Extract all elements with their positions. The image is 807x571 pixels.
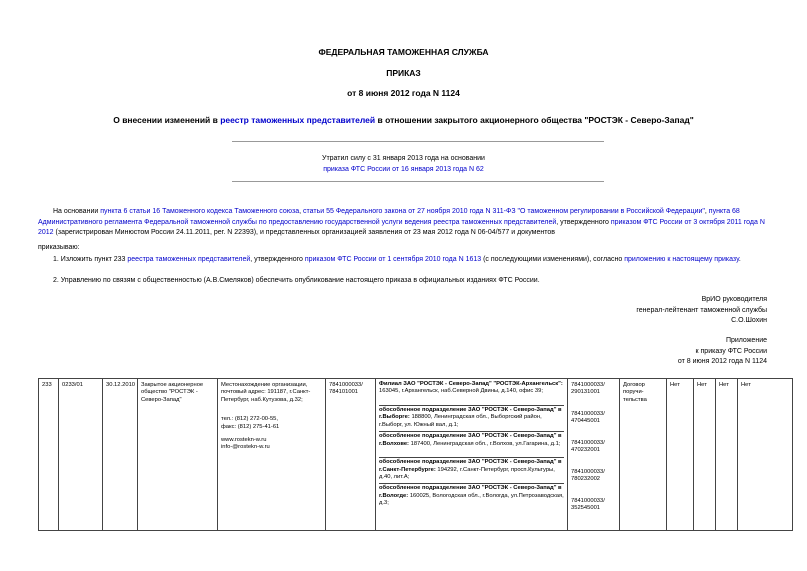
order-item-1 — [53, 255, 783, 266]
basis-text-4: , утвержденного — [556, 218, 611, 226]
org-fax: факс: (812) 275-41-61 — [221, 423, 280, 430]
signature-block — [636, 295, 767, 327]
item1-text-2: , утвержденного — [250, 256, 305, 263]
cell-contract: Договор поручи-тельства — [620, 379, 667, 531]
title-registry-link[interactable]: реестр таможенных представителей — [220, 115, 376, 125]
appendix-header — [678, 336, 767, 368]
cell-org-name: Закрытое акционерное общество "РОСТЭК - Северо-Запад" — [138, 379, 218, 531]
registry-table — [38, 378, 793, 531]
basis-link-regulation[interactable]: пункта 68 Административного регламента Федеральной таможенной службы по предоставлению государственной услуги ведения реестра таможенных представителей — [38, 208, 740, 226]
doc-date-number: от 8 июня 2012 года N 1124 — [347, 88, 460, 98]
basis-link-order-2012[interactable]: приказом ФТС России от 3 октября 2011 года N 2012 — [38, 218, 765, 236]
title-prefix: О внесении изменений в — [113, 115, 221, 125]
status-repeal-link[interactable]: приказа ФТС России от 16 января 2013 года N 62 — [323, 165, 484, 173]
doc-type: ПРИКАЗ — [386, 68, 421, 78]
agency-name: ФЕДЕРАЛЬНАЯ ТАМОЖЕННАЯ СЛУЖБА — [318, 47, 489, 57]
branch-item: Филиал ЗАО "РОСТЭК - Северо-Запад" "РОСТЭК-Архангельск": 163045, г.Архангельск, наб.Северной Двины, д.140, офис 39; — [379, 380, 564, 406]
org-email: info-@rostekn-w.ru — [221, 444, 270, 451]
divider-top — [232, 141, 604, 142]
branch-item: обособленное подразделение ЗАО "РОСТЭК - Северо-Запад" в г.Волхове: 187400, Ленинградская обл., г.Волхов, ул.Гагарина, д.1; — [379, 432, 564, 458]
cell-branch-codes — [568, 379, 620, 531]
cell-reg-number: 0233/01 — [59, 379, 103, 531]
order-item-2: 2. Управлению по связям с общественностью (А.В.Смеляков) обеспечить опубликование настоящего приказа в официальных изданиях ФТС России. — [53, 277, 540, 284]
basis-link-customs-code[interactable]: пункта 6 статьи 16 Таможенного кодекса Таможенного союза — [100, 208, 300, 215]
cell-no-3: Нет — [716, 379, 738, 531]
branch-item: обособленное подразделение ЗАО "РОСТЭК - Северо-Запад" в г.Выборге: 188800, Ленинградская обл., Выборгский район, г.Выборг, ул. Южный вал, д.1; — [379, 406, 564, 432]
basis-text-3: , — [704, 208, 709, 215]
item1-text-3: (с последующими изменениями), согласно — [481, 256, 625, 263]
signature-rank: генерал-лейтенант таможенной службы — [636, 306, 767, 314]
branch-code: 7841000033/ 470445001 — [571, 411, 605, 425]
branch-code: 7841000033/ 470232001 — [571, 440, 605, 454]
cell-no-4: Нет — [738, 379, 793, 531]
org-address: Местонахождение организации, почтовый адрес: 191187, г.Санкт-Петербург, наб.Кутузова, д.32; — [221, 382, 311, 403]
item1-link-appendix[interactable]: приложению к настоящему приказу — [624, 256, 739, 263]
branch-code: 7841000033/ 352545001 — [571, 498, 605, 512]
cell-no-1: Нет — [667, 379, 694, 531]
branch-item: обособленное подразделение ЗАО "РОСТЭК - Северо-Запад" в г.Вологде: 160025, Вологодская обл., г.Вологда, ул.Петрозаводская, д.3; — [379, 485, 564, 507]
item1-text-1: 1. Изложить пункт 233 — [53, 256, 128, 263]
basis-paragraph — [38, 207, 772, 239]
signature-name: С.О.Шохин — [731, 317, 767, 324]
branch-code: 7841000033/ 780232002 — [571, 469, 605, 483]
cell-inn-kpp: 7841000033/ 784101001 — [326, 379, 376, 531]
doc-title — [0, 115, 807, 125]
appendix-date: от 8 июня 2012 года N 1124 — [677, 358, 767, 365]
table-row — [39, 379, 793, 531]
cell-branches — [376, 379, 568, 531]
item1-text-4: . — [738, 256, 741, 263]
org-phone: тел.: (812) 272-00-55, — [221, 416, 279, 423]
cell-no-2: Нет — [694, 379, 716, 531]
status-line: Утратил силу с 31 января 2013 года на основании — [322, 155, 485, 162]
signature-position: ВрИО руководителя — [701, 296, 767, 303]
cell-date: 30.12.2010 — [103, 379, 138, 531]
item1-link-order-1613[interactable]: приказом ФТС России от 1 сентября 2010 года N 1613 — [304, 256, 482, 263]
status-note — [0, 154, 807, 175]
basis-text-2: , — [299, 208, 304, 215]
divider-bottom — [232, 181, 604, 182]
branch-item: обособленное подразделение ЗАО "РОСТЭК - Северо-Запад" в г.Санкт-Петербурге: 194292, г.Санкт-Петербург, просп.Культуры, д.40, лит.А; — [379, 458, 564, 484]
appendix-ref: к приказу ФТС России — [695, 347, 767, 355]
basis-link-federal-law[interactable]: статьи 55 Федерального закона от 27 ноября 2010 года N 311-ФЗ "О таможенном регулировании в Российской Федерации" — [303, 208, 705, 215]
appendix-title: Приложение — [725, 337, 767, 344]
order-word: приказываю: — [38, 244, 80, 251]
cell-address — [218, 379, 326, 531]
basis-text-1: На основании — [53, 208, 101, 215]
branch-code: 7841000033/ 290131001 — [571, 382, 605, 396]
basis-text-5: (зарегистрирован Минюстом России 24.11.2011, рег. N 22393), и представленных организацией заявления от 23 мая 2012 года N 06-04/577 и документов — [53, 229, 555, 236]
cell-number: 233 — [39, 379, 59, 531]
title-suffix: в отношении закрытого акционерного общества "РОСТЭК - Северо-Запад" — [375, 115, 694, 125]
item1-link-registry[interactable]: реестра таможенных представителей — [127, 256, 251, 263]
org-website: www.rostekn-w.ru — [221, 437, 267, 444]
